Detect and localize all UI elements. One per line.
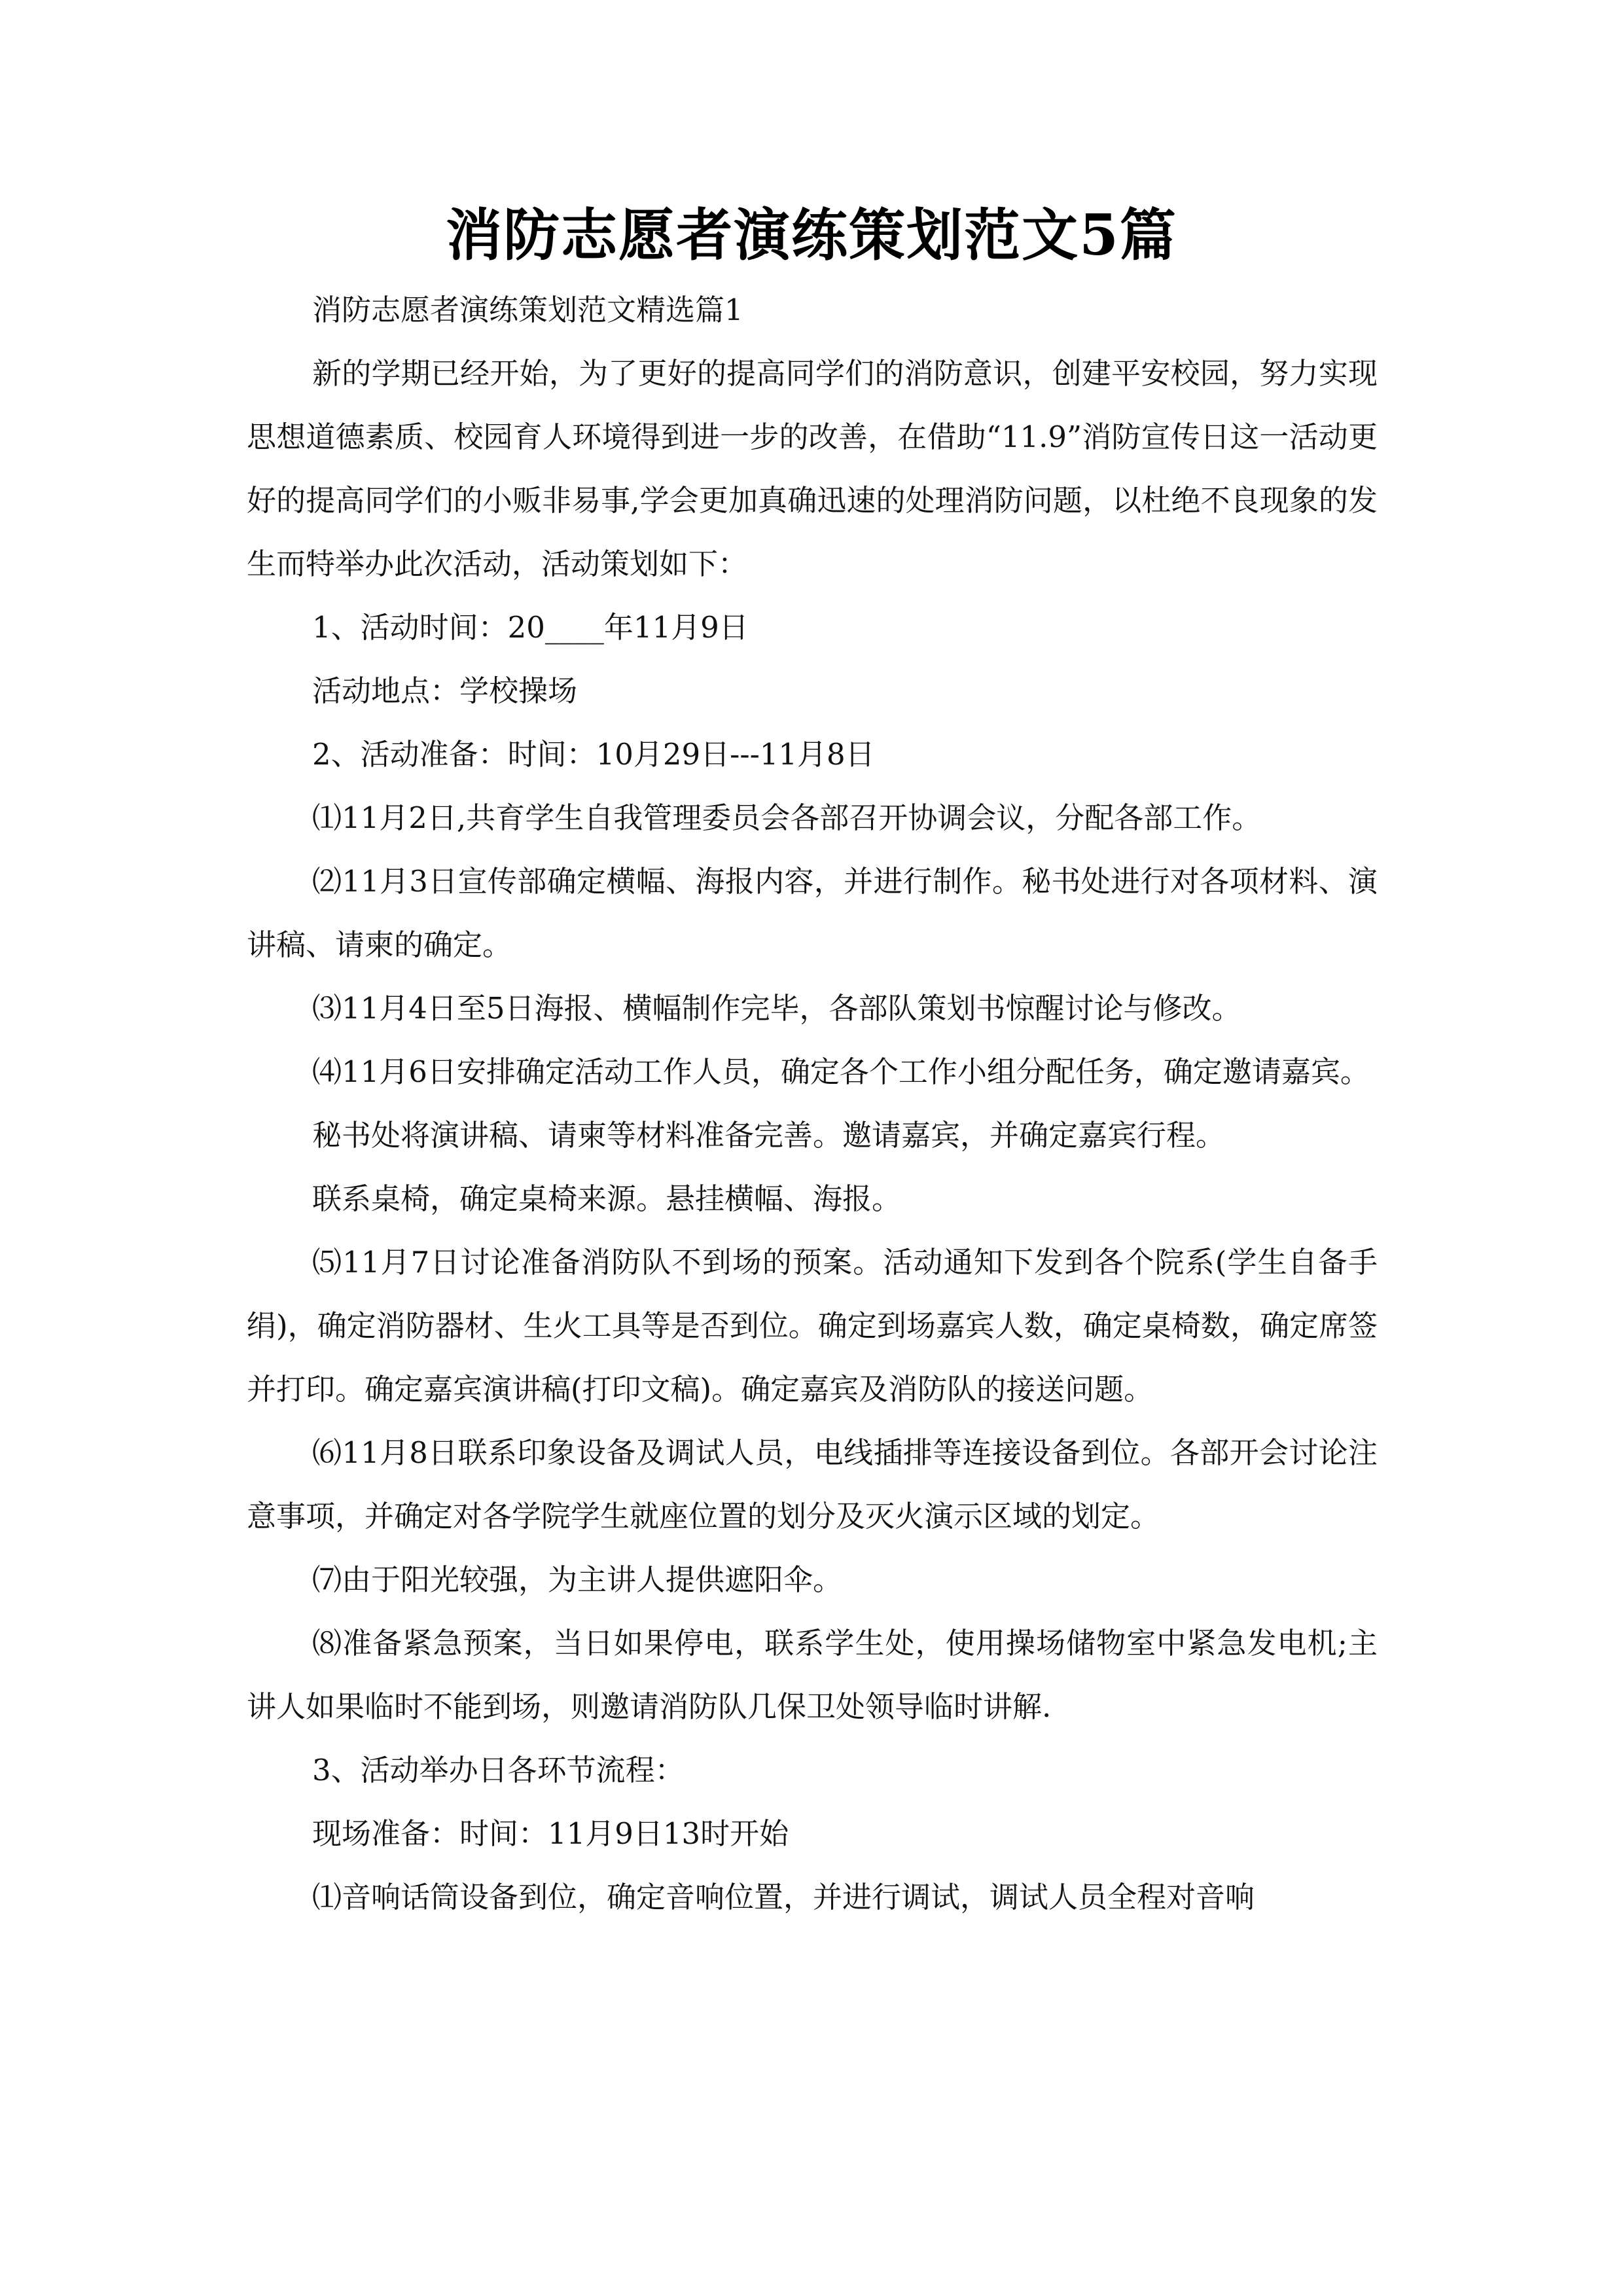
paragraph-day-flow: 3、活动举办日各环节流程： — [312, 1753, 685, 1787]
paragraph-prep-item-2: ⑵11月3日宣传部确定横幅、海报内容，并进行制作。秘书处进行对各项材料、演讲稿、请柬的确定。 — [247, 864, 1378, 962]
paragraph-onsite-item-1: ⑴音响话筒设备到位，确定音响位置，并进行调试，调试人员全程对音响 — [312, 1880, 1255, 1914]
paragraph-activity-location: 活动地点：学校操场 — [312, 673, 578, 708]
paragraph-onsite-prep: 现场准备：时间：11月9日13时开始 — [312, 1816, 789, 1851]
paragraph-prep-item-6: ⑹11月8日联系印象设备及调试人员，电线插排等连接设备到位。各部开会讨论注意事项，并确定对各学院学生就座位置的划分及灭火演示区域的划定。 — [247, 1435, 1378, 1534]
paragraph-prep-item-3: ⑶11月4日至5日海报、横幅制作完毕，各部队策划书惊醒讨论与修改。 — [312, 991, 1241, 1026]
section-heading: 消防志愿者演练策划范文精选篇1 — [312, 293, 743, 327]
paragraph-prep-item-1: ⑴11月2日,共育学生自我管理委员会各部召开协调会议，分配各部工作。 — [312, 800, 1262, 835]
paragraph-furniture: 联系桌椅，确定桌椅来源。悬挂横幅、海报。 — [312, 1181, 902, 1216]
paragraph-prep-item-8: ⑻准备紧急预案，当日如果停电，联系学生处，使用操场储物室中紧急发电机;主讲人如果临时不能到场，则邀请消防队几保卫处领导临时讲解. — [247, 1626, 1378, 1724]
paragraph-prep-item-7: ⑺由于阳光较强，为主讲人提供遮阳伞。 — [312, 1562, 843, 1597]
paragraph-prep-item-4: ⑷11月6日安排确定活动工作人员，确定各个工作小组分配任务，确定邀请嘉宾。 — [312, 1054, 1370, 1089]
paragraph-activity-time: 1、活动时间：20____年11月9日 — [312, 610, 749, 645]
paragraph-intro: 新的学期已经开始，为了更好的提高同学们的消防意识，创建平安校园，努力实现思想道德素质、校园育人环境得到进一步的改善，在借助“11.9”消防宣传日这一活动更好的提高同学们的小贩非易事,学会更加真确迅速的处理消防问题，以杜绝不良现象的发生而特举办此次活动，活动策划如下： — [247, 356, 1378, 581]
document-body — [247, 278, 1378, 1929]
paragraph-preparation: 2、活动准备：时间：10月29日---11月8日 — [312, 737, 875, 772]
paragraph-prep-item-5: ⑸11月7日讨论准备消防队不到场的预案。活动通知下发到各个院系(学生自备手绢)，确定消防器材、生火工具等是否到位。确定到场嘉宾人数，确定桌椅数，确定席签并打印。确定嘉宾演讲稿(打印文稿)。确定嘉宾及消防队的接送问题。 — [247, 1245, 1378, 1407]
document-title: 消防志愿者演练策划范文5篇 — [446, 202, 1177, 268]
paragraph-secretariat: 秘书处将演讲稿、请柬等材料准备完善。邀请嘉宾，并确定嘉宾行程。 — [312, 1118, 1226, 1153]
